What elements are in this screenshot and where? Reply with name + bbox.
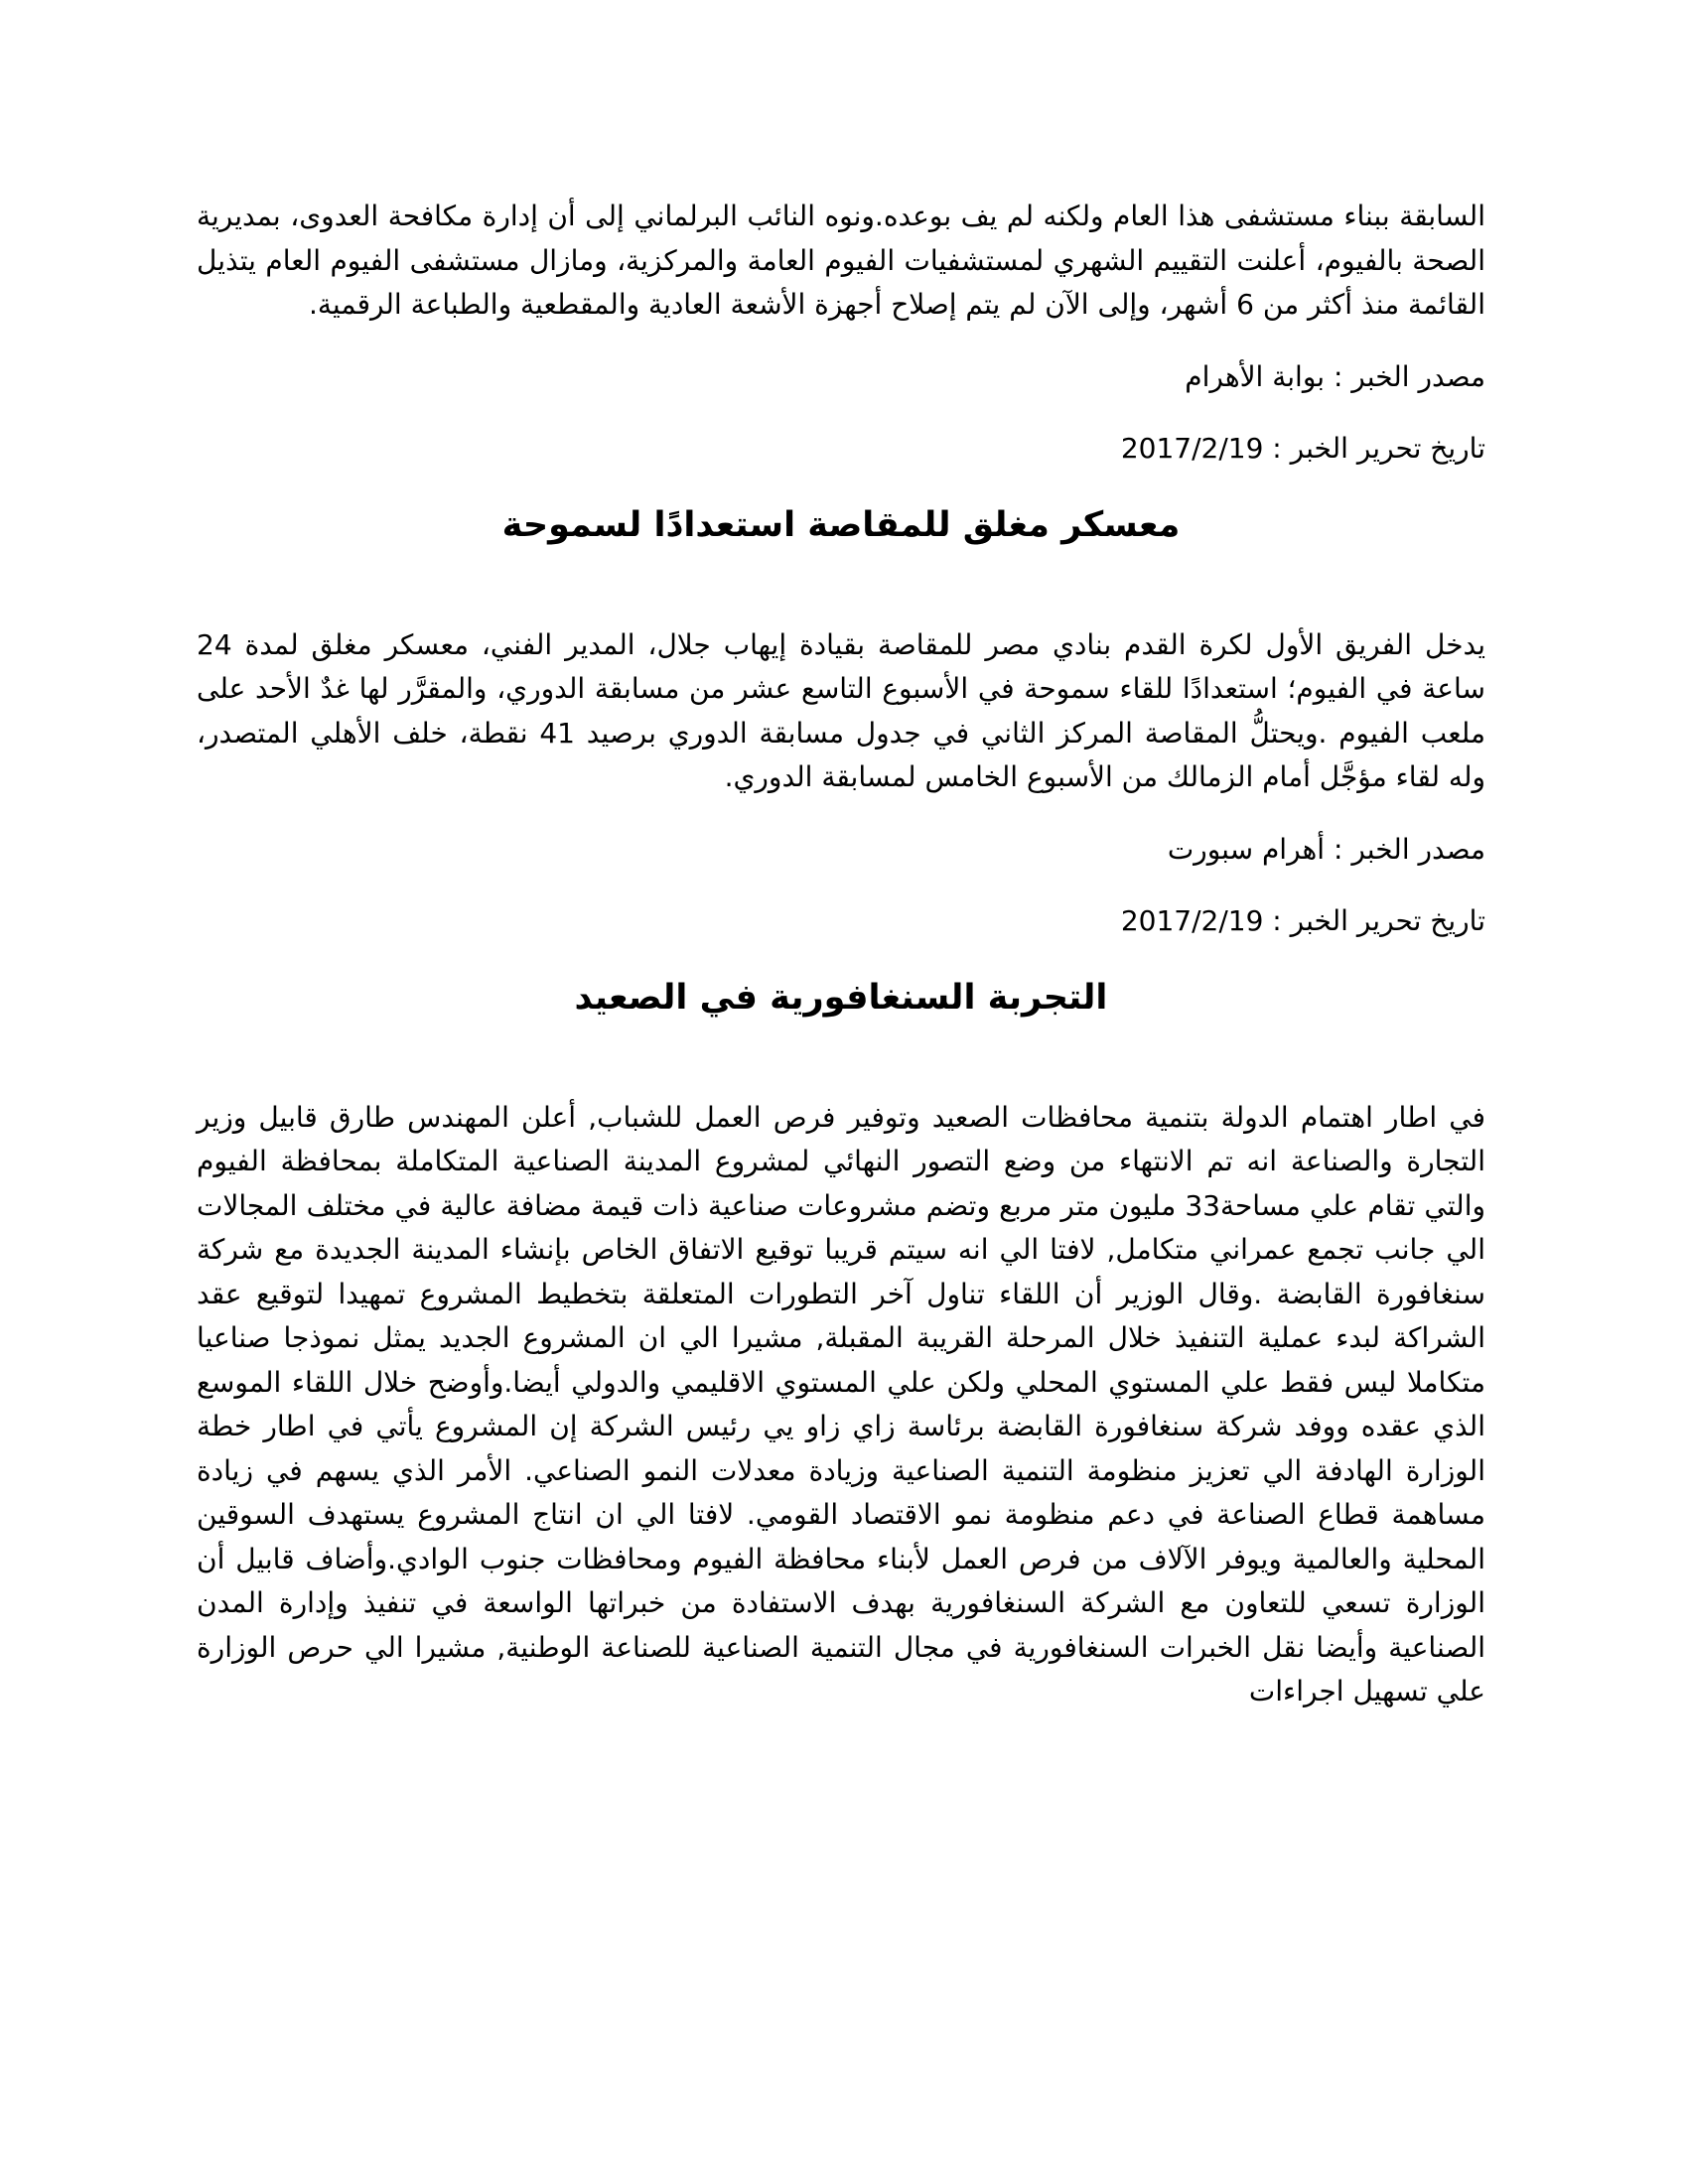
intro-source: مصدر الخبر : بوابة الأهرام: [1185, 359, 1485, 393]
article-source: مصدر الخبر : أهرام سبورت: [1167, 832, 1485, 866]
article-paragraph: يدخل الفريق الأول لكرة القدم بنادي مصر للمقاصة بقيادة إيهاب جلال، المدير الفني، معسكر مغلق لمدة 24 ساعة في الفيوم؛ استعدادًا للقاء سموحة في الأسبوع التاسع عشر من مسابقة الدوري، والمقرَّر لها غدٌ الأحد على ملعب الفيوم .ويحتلُّ المقاصة المركز الثاني في جدول مسابقة الدوري برصيد 41 نقطة، خلف الأهلي المتصدر، وله لقاء مؤجَّل أمام الزمالك من الأسبوع الخامس لمسابقة الدوري.: [197, 627, 1485, 793]
document-page: [197, 195, 1485, 1714]
article-title: معسكر مغلق للمقاصة استعدادًا لسموحة: [501, 504, 1181, 545]
article-singapore: [197, 973, 1485, 1714]
article-almaqasa: [197, 500, 1485, 943]
intro-date: تاريخ تحرير الخبر : 2017/2/19: [1120, 431, 1485, 465]
article-title: التجربة السنغافورية في الصعيد: [574, 977, 1108, 1018]
article-paragraph: في اطار اهتمام الدولة بتنمية محافظات الصعيد وتوفير فرص العمل للشباب, أعلن المهندس طارق قابيل وزير التجارة والصناعة انه تم الانتهاء من وضع التصور النهائي لمشروع المدينة الصناعية المتكاملة بمحافظة الفيوم والتي تقام علي مساحة33 مليون متر مربع وتضم مشروعات صناعية ذات قيمة مضافة عالية في مختلف المجالات الي جانب تجمع عمراني متكامل, لافتا الي انه سيتم قريبا توقيع الاتفاق الخاص بإنشاء المدينة الجديدة مع شركة سنغافورة القابضة .وقال الوزير أن اللقاء تناول آخر التطورات المتعلقة بتخطيط المشروع تمهيدا لتوقيع عقد الشراكة لبدء عملية التنفيذ خلال المرحلة القريبة المقبلة, مشيرا الي ان المشروع الجديد يمثل نموذجا صناعيا متكاملا ليس فقط علي المستوي المحلي ولكن علي المستوي الاقليمي والدولي أيضا.وأوضح خلال اللقاء الموسع الذي عقده ووفد شركة سنغافورة القابضة برئاسة زاي زاو يي رئيس الشركة إن المشروع يأتي في اطار خطة الوزارة الهادفة الي تعزيز منظومة التنمية الصناعية وزيادة معدلات النمو الصناعي. الأمر الذي يسهم في زيادة مساهمة قطاع الصناعة في دعم منظومة نمو الاقتصاد القومي. لافتا الي ان انتاج المشروع يستهدف السوقين المحلية والعالمية ويوفر الآلاف من فرص العمل لأبناء محافظة الفيوم ومحافظات جنوب الوادي.وأضاف قابيل أن الوزارة تسعي للتعاون مع الشركة السنغافورية بهدف الاستفادة من خبراتها الواسعة في تنفيذ وإدارة المدن الصناعية وأيضا نقل الخبرات السنغافورية في مجال التنمية الصناعية للصناعة الوطنية, مشيرا الي حرص الوزارة علي تسهيل اجراءات: [197, 1100, 1485, 1707]
article-date: تاريخ تحرير الخبر : 2017/2/19: [1120, 903, 1485, 937]
intro-paragraph: السابقة ببناء مستشفى هذا العام ولكنه لم يف بوعده.ونوه النائب البرلماني إلى أن إدارة مكافحة العدوى، بمديرية الصحة بالفيوم، أعلنت التقييم الشهري لمستشفيات الفيوم العامة والمركزية، ومازال مستشفى الفيوم العام يتذيل القائمة منذ أكثر من 6 أشهر، وإلى الآن لم يتم إصلاح أجهزة الأشعة العادية والمقطعية والطباعة الرقمية.: [197, 200, 1485, 321]
intro-section: [197, 195, 1485, 471]
